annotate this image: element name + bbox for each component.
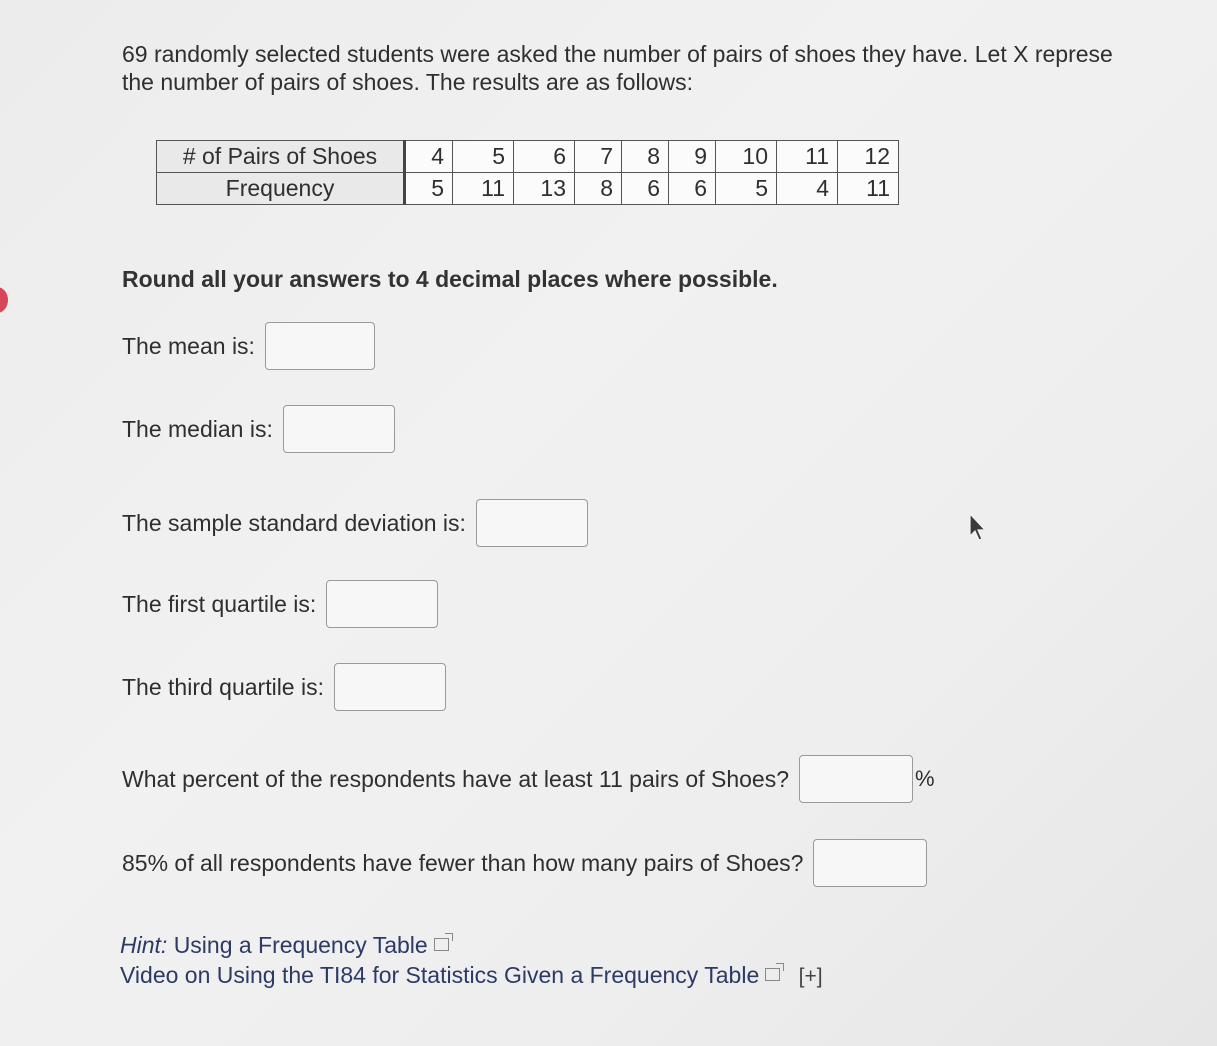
external-link-icon[interactable] — [765, 968, 780, 981]
percentile-input[interactable] — [813, 839, 927, 887]
table-cell: 11 — [838, 173, 899, 205]
q3-input[interactable] — [334, 663, 446, 711]
table-cell: 12 — [838, 141, 899, 173]
percentile-label: 85% of all respondents have fewer than how many pairs of Shoes? — [122, 849, 804, 876]
median-input[interactable] — [283, 405, 395, 453]
frequency-table-link[interactable]: Using a Frequency Table — [173, 932, 428, 958]
percent-question — [122, 755, 935, 803]
percent-label: What percent of the respondents have at least 11 pairs of Shoes? — [122, 765, 789, 792]
mean-input[interactable] — [265, 322, 375, 370]
mean-question — [122, 322, 375, 370]
median-question — [122, 405, 395, 453]
cursor-icon — [966, 512, 990, 542]
table-cell: 10 — [716, 141, 777, 173]
table-cell: 8 — [575, 173, 622, 205]
table-row-frequency — [157, 173, 899, 205]
external-link-icon[interactable] — [434, 938, 449, 951]
table-cell: 5 — [453, 141, 514, 173]
rounding-instruction: Round all your answers to 4 decimal places where possible. — [122, 266, 778, 292]
ti84-video-link[interactable]: Video on Using the TI84 for Statistics Given a Frequency Table — [120, 962, 760, 988]
std-question — [122, 499, 588, 547]
problem-line-2: the number of pairs of shoes. The results are as follows: — [122, 69, 694, 95]
row-header-pairs: # of Pairs of Shoes — [157, 141, 405, 173]
q1-input[interactable] — [326, 580, 438, 628]
table-cell: 6 — [622, 173, 669, 205]
std-input[interactable] — [476, 499, 588, 547]
percent-input[interactable] — [799, 755, 913, 803]
table-cell: 5 — [405, 173, 453, 205]
hint-prefix: Hint: — [120, 932, 168, 958]
q1-question — [122, 580, 438, 628]
frequency-table — [156, 140, 899, 205]
table-cell: 7 — [575, 141, 622, 173]
expand-button[interactable]: [+] — [798, 965, 823, 988]
table-cell: 5 — [716, 173, 777, 205]
table-cell: 4 — [777, 173, 838, 205]
median-label: The median is: — [122, 415, 273, 442]
mean-label: The mean is: — [122, 332, 255, 359]
problem-line-1: 69 randomly selected students were asked the number of pairs of shoes they have. Let X represe — [122, 41, 1113, 67]
table-row-pairs — [157, 141, 899, 173]
row-header-frequency: Frequency — [157, 173, 405, 205]
table-cell: 13 — [514, 173, 575, 205]
q3-question — [122, 663, 446, 711]
table-cell: 11 — [777, 141, 838, 173]
problem-statement — [122, 40, 1217, 96]
std-label: The sample standard deviation is: — [122, 509, 466, 536]
table-cell: 8 — [622, 141, 669, 173]
hint-section — [120, 930, 823, 992]
table-cell: 9 — [669, 141, 716, 173]
video-line — [120, 960, 823, 992]
q3-label: The third quartile is: — [122, 673, 324, 700]
table-cell: 4 — [405, 141, 453, 173]
hint-line — [120, 930, 823, 960]
percent-unit: % — [915, 766, 935, 791]
table-cell: 11 — [453, 173, 514, 205]
side-tab-marker — [0, 287, 8, 313]
table-cell: 6 — [514, 141, 575, 173]
table-cell: 6 — [669, 173, 716, 205]
percentile-question — [122, 839, 927, 887]
q1-label: The first quartile is: — [122, 590, 317, 617]
